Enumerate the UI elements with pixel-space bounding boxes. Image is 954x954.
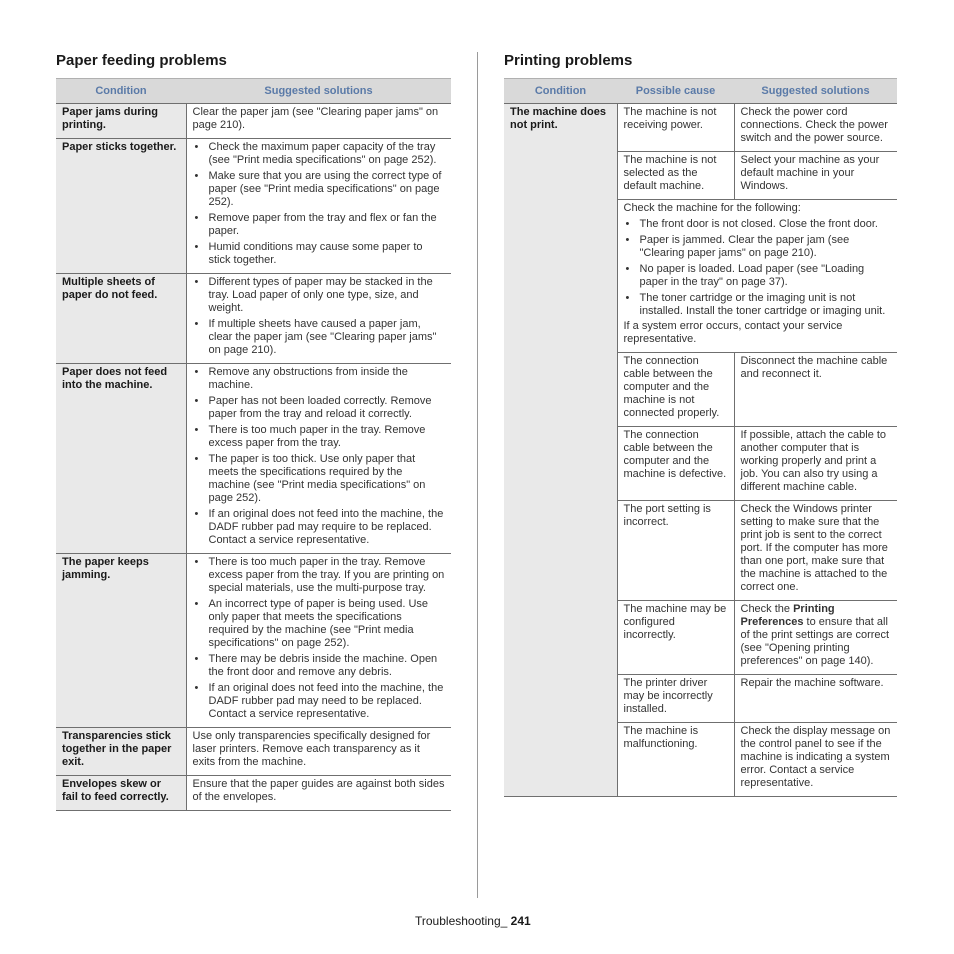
check-intro: Check the machine for the following: <box>623 202 801 214</box>
cause-cell: The machine is malfunctioning. <box>617 723 734 797</box>
check-list-cell <box>617 200 897 353</box>
paper-feeding-table <box>56 78 451 811</box>
header-suggested-solutions: Suggested solutions <box>186 79 451 104</box>
list-item: • Remove paper from the tray and flex or fan the paper. <box>193 212 446 238</box>
header-possible-cause: Possible cause <box>617 79 734 104</box>
solution-list <box>193 276 446 357</box>
solution-list <box>193 366 446 547</box>
list-item: • Remove any obstructions from inside the machine. <box>193 366 446 392</box>
condition-cell: Envelopes skew or fail to feed correctly. <box>56 776 186 811</box>
solution-cell <box>186 274 451 364</box>
solution-cell: Check the Windows printer setting to make sure that the print job is sent to the correct port. If the computer has more than one port, make sure that the machine is attached to the correct one. <box>734 501 897 601</box>
solution-cell <box>734 601 897 675</box>
solution-cell: If possible, attach the cable to another computer that is working properly and print a job. You can also try using a different machine cable. <box>734 427 897 501</box>
header-condition: Condition <box>56 79 186 104</box>
header-suggested-solutions: Suggested solutions <box>734 79 897 104</box>
paper-feeding-title: Paper feeding problems <box>56 52 227 69</box>
footer-label: Troubleshooting_ <box>415 914 508 928</box>
cause-cell: The machine is not receiving power. <box>617 104 734 152</box>
table-row <box>56 274 451 364</box>
page-footer <box>415 914 531 928</box>
solution-cell: Use only transparencies specifically designed for laser printers. Remove each transparency as it exits from the machine. <box>186 728 451 776</box>
list-item: • Paper is jammed. Clear the paper jam (see "Clearing paper jams" on page 210). <box>624 234 892 260</box>
list-item: • Different types of paper may be stacked in the tray. Load paper of only one type, size, and weight. <box>193 276 446 315</box>
cause-cell: The port setting is incorrect. <box>617 501 734 601</box>
list-item: • The paper is too thick. Use only paper that meets the specifications required by the machine (see "Print media specifications" on page 252). <box>193 453 446 505</box>
list-item: • There is too much paper in the tray. Remove excess paper from the tray. <box>193 424 446 450</box>
condition-cell: Paper does not feed into the machine. <box>56 364 186 554</box>
list-item: • Make sure that you are using the correct type of paper (see "Print media specifications" on page 252). <box>193 170 446 209</box>
condition-cell: The paper keeps jamming. <box>56 554 186 728</box>
condition-cell: The machine does not print. <box>504 104 617 797</box>
table-row <box>56 104 451 139</box>
table-row <box>56 776 451 811</box>
printing-preferences-label: Printing Preferences <box>740 603 835 628</box>
solution-cell: Check the display message on the control panel to see if the machine is indicating a system error. Contact a service representative. <box>734 723 897 797</box>
cause-cell: The machine may be configured incorrectly. <box>617 601 734 675</box>
solution-cell <box>186 139 451 274</box>
condition-cell: Transparencies stick together in the paper exit. <box>56 728 186 776</box>
list-item: • The toner cartridge or the imaging unit is not installed. Install the toner cartridge or imaging unit. <box>624 292 892 318</box>
table-row <box>56 554 451 728</box>
list-item: • Humid conditions may cause some paper to stick together. <box>193 241 446 267</box>
cause-cell: The connection cable between the computer and the machine is defective. <box>617 427 734 501</box>
list-item: • The front door is not closed. Close the front door. <box>624 218 892 231</box>
solution-cell: Check the power cord connections. Check the power switch and the power source. <box>734 104 897 152</box>
printing-problems-title: Printing problems <box>504 52 633 69</box>
cause-cell: The connection cable between the computer and the machine is not connected properly. <box>617 353 734 427</box>
solution-text: Check the <box>740 603 794 615</box>
cause-cell: The machine is not selected as the default machine. <box>617 152 734 200</box>
solution-cell: Repair the machine software. <box>734 675 897 723</box>
list-item: • Paper has not been loaded correctly. Remove paper from the tray and reload it correctly. <box>193 395 446 421</box>
solution-cell <box>186 554 451 728</box>
column-divider <box>477 52 478 898</box>
solution-cell: Ensure that the paper guides are against both sides of the envelopes. <box>186 776 451 811</box>
header-condition: Condition <box>504 79 617 104</box>
condition-cell: Paper sticks together. <box>56 139 186 274</box>
cause-cell: The printer driver may be incorrectly installed. <box>617 675 734 723</box>
list-item: • If an original does not feed into the machine, the DADF rubber pad may require to be replaced. Contact a service representative. <box>193 508 446 547</box>
list-item: • If multiple sheets have caused a paper jam, clear the paper jam (see "Clearing paper jams" on page 210). <box>193 318 446 357</box>
condition-cell: Paper jams during printing. <box>56 104 186 139</box>
list-item: • There is too much paper in the tray. Remove excess paper from the tray. If you are printing on special materials, use the multi-purpose tray. <box>193 556 446 595</box>
solution-cell <box>186 364 451 554</box>
list-item: • Check the maximum paper capacity of the tray (see "Print media specifications" on page 252). <box>193 141 446 167</box>
solution-cell: Select your machine as your default machine in your Windows. <box>734 152 897 200</box>
table-row <box>56 364 451 554</box>
table-row <box>56 728 451 776</box>
table-row <box>504 104 897 152</box>
check-outro: If a system error occurs, contact your service representative. <box>623 320 843 345</box>
check-list <box>624 218 892 318</box>
condition-cell: Multiple sheets of paper do not feed. <box>56 274 186 364</box>
solution-list <box>193 141 446 267</box>
solution-list <box>193 556 446 721</box>
printing-problems-table <box>504 78 897 797</box>
solution-cell: Clear the paper jam (see "Clearing paper jams" on page 210). <box>186 104 451 139</box>
page-number: 241 <box>510 914 531 928</box>
solution-cell: Disconnect the machine cable and reconnect it. <box>734 353 897 427</box>
list-item: • An incorrect type of paper is being used. Use only paper that meets the specifications required by the machine (see "Print media specifications" on page 252). <box>193 598 446 650</box>
table-row <box>56 139 451 274</box>
list-item: • If an original does not feed into the machine, the DADF rubber pad may need to be replaced. Contact a service representative. <box>193 682 446 721</box>
solution-text: to ensure that all of the print settings are correct (see "Opening printing preferences" on page 140). <box>740 616 890 667</box>
list-item: • There may be debris inside the machine. Open the front door and remove any debris. <box>193 653 446 679</box>
list-item: • No paper is loaded. Load paper (see "Loading paper in the tray" on page 37). <box>624 263 892 289</box>
